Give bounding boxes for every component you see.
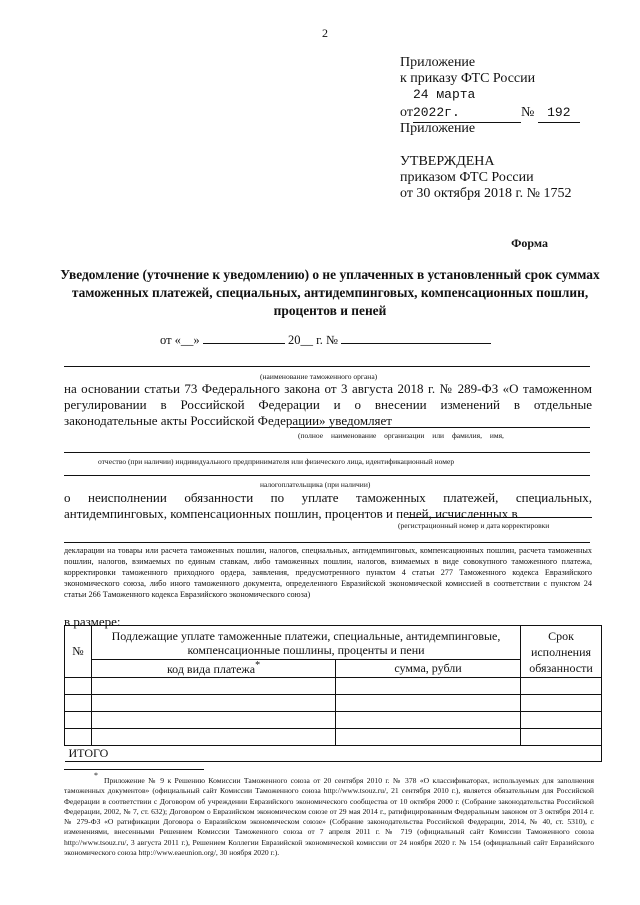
payments-table <box>64 625 602 762</box>
footnote-text: Приложение № 9 к Решению Комиссии Таможенного союза от 20 сентября 2010 г. № 378 «О классификаторах, используемых для заполнения таможенных документов» (официальный сайт Комиссии Таможенного союза http://www.tsouz.ru/, 21 сентября 2010 г.), является обязательным для Российской Федерации в соответствии с Договором об учреждении Евразийского экономического сообщества от 10 октября 2000 г. (Собрание законодательства Российской Федерации, 2002, № 7, ст. 632); Договором о Евразийском экономическом союзе от 29 мая 2014 г., ратифицированным Федеральным законом от 3 октября 2014 г. № 279-ФЗ «О ратификации Договора о Евразийском экономическом союзе» (Собрание законодательства Российской Федерации, 2014, № 40, ст. 5310), с изменениями, внесенными Решением Комиссии Таможенного союза от 7 апреля 2011 г. № 719 (официальный сайт Комиссии Таможенного союза http://www.tsouz.ru/, 3 августа 2011 г.), Решением Коллегии Евразийской экономической комиссии от 24 ноября 2020 г. № 154 (официальный сайт Евразийского экономического союза http://www.eaeunion.org/, 30 ноября 2020 г.). <box>64 776 594 858</box>
payer-caption-3: налогоплательщика (при наличии) <box>260 480 371 489</box>
approved-date: от 30 октября 2018 г. № 1752 <box>400 186 572 201</box>
footnote-divider <box>64 769 204 770</box>
footnote-ref: * <box>255 660 261 671</box>
page-number: 2 <box>322 26 328 40</box>
total-label: ИТОГО <box>65 746 602 762</box>
customs-caption: (наименование таможенного органа) <box>260 372 378 381</box>
basis-text: на основании статьи 73 Федерального закона от 3 августа 2018 г. № 289-ФЗ «О таможенном регулировании в Российской Федерации и о внесении изменений в отдельные законодательные акты Российской Федерации» уведомляет <box>64 381 592 428</box>
date-year: 20__ г. № <box>287 333 338 347</box>
col-deadline-header: Срок исполнения обязанности <box>521 626 602 678</box>
customs-body-field <box>64 366 590 367</box>
nonfulfillment-text: о неисполнении обязанности по уплате таможенных платежей, специальных, антидемпинговых, компенсационных пошлин, процентов и пеней, исчисленных в <box>64 490 592 521</box>
declaration-text: декларации на товары или расчета таможенных пошлин, налогов, специальных, антидемпинговых, компенсационных пошлин, расчета таможенных пошлин, налогов, взимаемых по единым ставкам, либо таможенных пошлин, налогов, взимаемых в виде совокупного таможенного платежа, корректировки таможенного приходного ордера, заявления, предусмотренного пунктом 4 статьи 277 Таможенного кодекса Евразийского экономического союза, либо иного таможенного документа, определенного Евразийской экономической комиссией в соответствии с пунктом 24 статьи 266 Таможенного кодекса Евразийского экономического союза) <box>64 546 592 599</box>
date-line <box>160 333 491 348</box>
payer-caption-1: (полное наименование организации или фамилия, имя, <box>298 431 504 440</box>
form-label: Форма <box>511 236 548 250</box>
date-month-field <box>203 343 285 344</box>
date-prefix: от «__» <box>160 333 200 347</box>
appendix-line-1: Приложение <box>400 55 476 70</box>
table-row <box>65 695 602 712</box>
reg-caption: (регистрационный номер и дата корректировки <box>398 521 550 530</box>
payer-caption-2: отчество (при наличии) индивидуального предпринимателя или физического лица, идентификационный номер <box>98 457 455 466</box>
reg-number-field-2 <box>64 542 590 543</box>
reg-number-field <box>408 517 592 518</box>
appendix-title: Приложение <box>400 121 476 136</box>
order-number: 192 <box>538 104 580 123</box>
order-date: 24 марта 2022г. <box>413 86 521 123</box>
table-row <box>65 729 602 746</box>
appendix-line-3 <box>400 86 580 123</box>
footnote-mark: * <box>94 771 98 780</box>
amount-label: в размере: <box>64 614 121 629</box>
document-title: Уведомление (уточнение к уведомлению) о не уплаченных в установленный срок суммах таможенных платежей, специальных, антидемпинговых, компенсационных пошлин, процентов и пеней <box>60 267 600 318</box>
table-row <box>65 678 602 695</box>
table-row <box>65 712 602 729</box>
col-sum-header: сумма, рубли <box>336 660 521 678</box>
col-number-header: № <box>65 626 92 678</box>
appendix-line-2: к приказу ФТС России <box>400 71 536 86</box>
total-row <box>65 746 602 762</box>
approved-label: УТВЕРЖДЕНА <box>400 154 495 169</box>
payer-field-3 <box>64 475 590 476</box>
from-prefix: от <box>400 105 413 120</box>
number-label: № <box>520 105 535 120</box>
approved-by: приказом ФТС России <box>400 170 534 185</box>
notice-number-field <box>341 343 491 344</box>
payer-field-2 <box>64 452 590 453</box>
col-code-header <box>92 660 336 678</box>
col-code-label: код вида платежа <box>166 662 256 676</box>
payer-field-1 <box>290 427 590 428</box>
col-group-header: Подлежащие уплате таможенные платежи, специальные, антидемпинговые, компенсационные пошлины, проценты и пени <box>92 626 521 660</box>
